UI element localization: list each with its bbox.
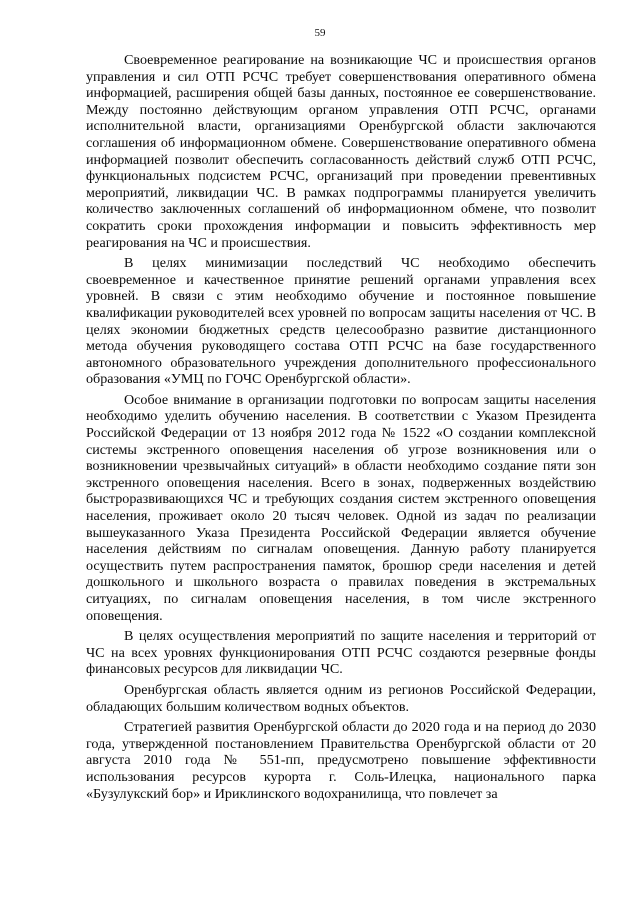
paragraph-reserve-funds: В целях осуществления мероприятий по защите населения и территорий от ЧС на всех уровнях функционирования ОТП РСЧС создаются резервные фонды финансовых ресурсов для ликвидации ЧС. (86, 628, 596, 678)
document-body (86, 52, 596, 802)
paragraph-population-training: Особое внимание в организации подготовки по вопросам защиты населения необходимо уделить обучению населения. В соответствии с Указом Президента Российской Федерации от 13 ноября 2012 года № 1522 «О создании комплексной системы экстренного оповещения населения об угрозе возникновения или о возникновении чрезвычайных ситуаций» в области необходимо создание пяти зон экстренного оповещения населения. Всего в зонах, подверженных воздействию быстроразвивающихся ЧС и требующих создания систем экстренного оповещения населения, проживает около 20 тысяч человек. Одной из задач по реализации вышеуказанного Указа Президента Российской Федерации является обучение населения действиям по сигналам оповещения. Данную работу планируется осуществить путем распространения памяток, брошюр среди населения и детей дошкольного и школьного возраста о правилах поведения в экстремальных ситуациях, по сигналам оповещения населения, в том числе экстренного оповещения. (86, 391, 596, 624)
paragraph-information-exchange: Своевременное реагирование на возникающие ЧС и происшествия органов управления и сил ОТП РСЧС требует совершенствования оперативного обмена информацией, расширения общей базы данных, постоянное ее совершенствование. Между постоянно действующим органом управления ОТП РСЧС, органами исполнительной власти, организациями Оренбургской области заключаются соглашения об информационном обмене. Совершенствование оперативного обмена информацией позволит обеспечить согласованность действий служб ОТП РСЧС, функциональных подсистем РСЧС, организаций при проведении превентивных мероприятий, ликвидации ЧС. В рамках подпрограммы планируется увеличить количество заключенных соглашений об информационном обмене, что позволит сократить сроки прохождения информации и повысить эффективность мер реагирования на ЧС и происшествия. (86, 52, 596, 251)
paragraph-water-objects: Оренбургская область является одним из регионов Российской Федерации, обладающих большим количеством водных объектов. (86, 681, 596, 715)
page-number: 59 (314, 27, 326, 39)
paragraph-training-managers: В целях минимизации последствий ЧС необходимо обеспечить своевременное и качественное принятие решений органами управления всех уровней. В связи с этим необходимо обучение и постоянное повышение квалификации руководителей всех уровней по вопросам защиты населения от ЧС. В целях экономии бюджетных средств целесообразно развитие дистанционного метода обучения руководящего состава ОТП РСЧС на базе государственного автономного образовательного учреждения дополнительного профессионального образования «УМЦ по ГОЧС Оренбургской области». (86, 255, 596, 388)
paragraph-development-strategy: Стратегией развития Оренбургской области до 2020 года и на период до 2030 года, утвержденной постановлением Правительства Оренбургской области от 20 августа 2010 года № 551-пп, предусмотрено повышение эффективности использования ресурсов курорта г. Соль-Илецка, национального парка «Бузулукский бор» и Ириклинского водохранилища, что повлечет за (86, 719, 596, 802)
